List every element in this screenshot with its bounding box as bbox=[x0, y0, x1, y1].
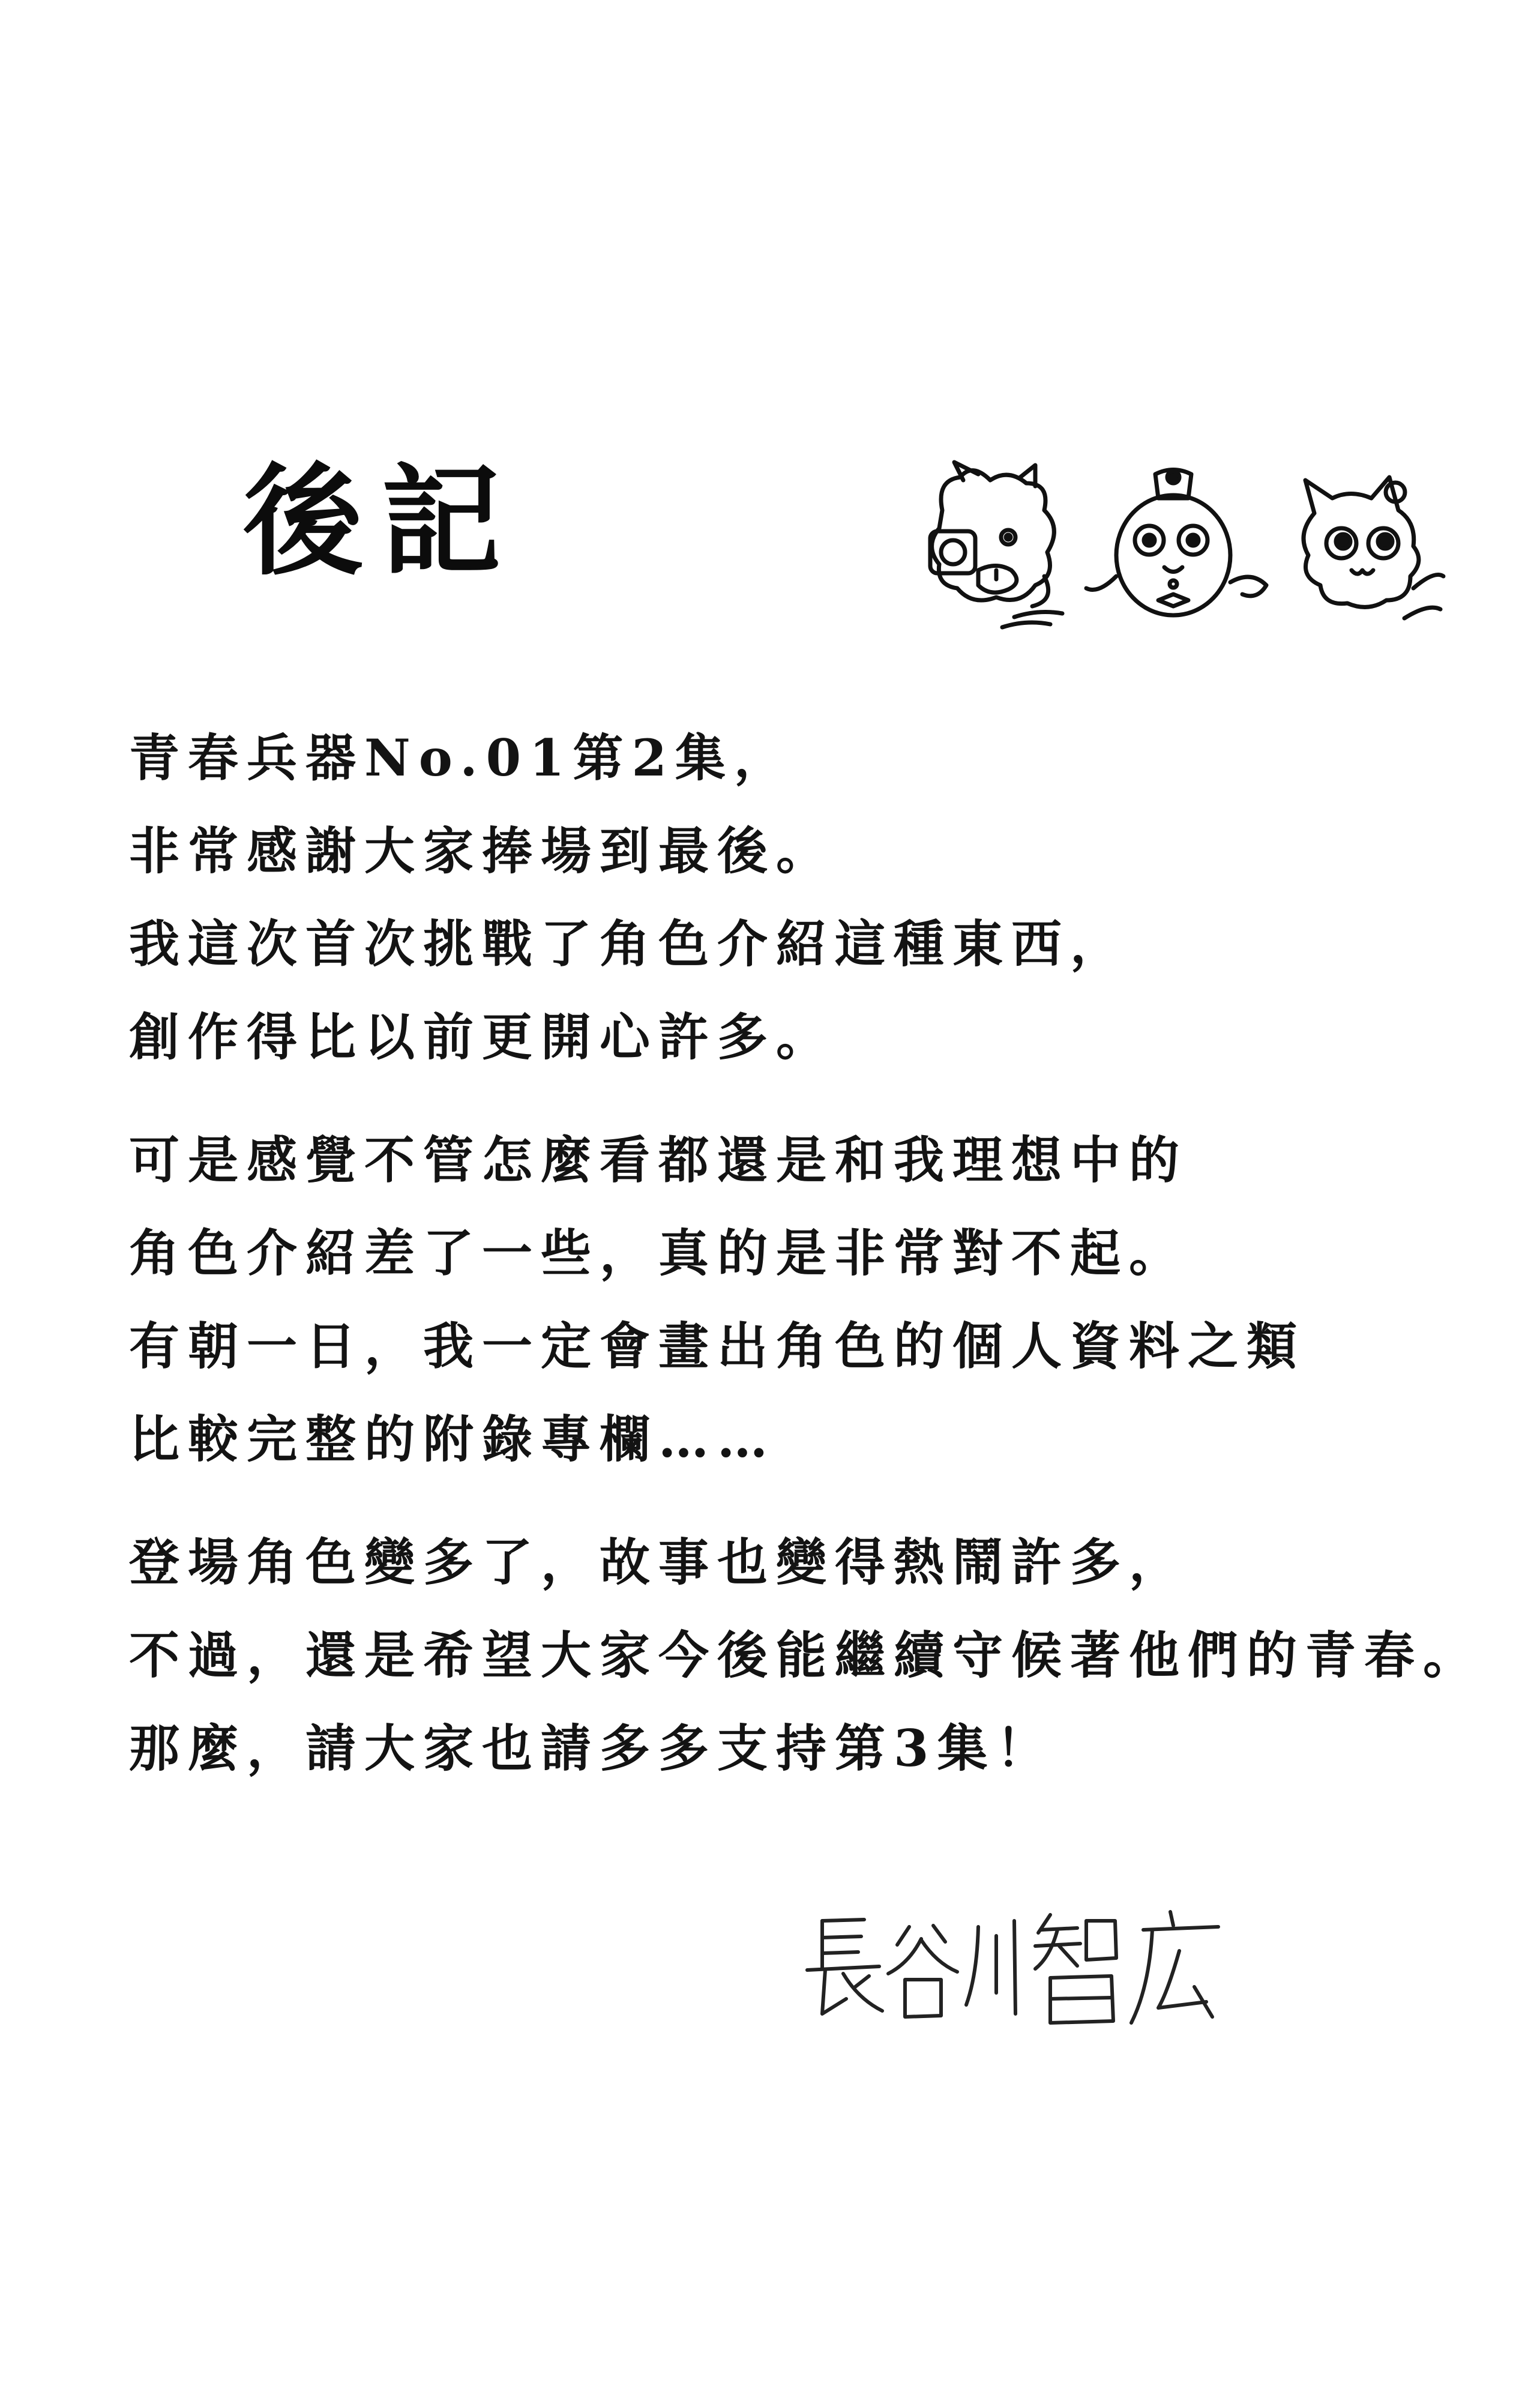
text-line: 可是感覺不管怎麼看都還是和我理想中的 bbox=[129, 1130, 1188, 1190]
text-line: 不過，還是希望大家今後能繼續守候著他們的青春。 bbox=[129, 1625, 1482, 1685]
text-line: 創作得比以前更開心許多。 bbox=[129, 1007, 835, 1067]
text-line: 登場角色變多了，故事也變得熱鬧許多， bbox=[129, 1532, 1188, 1592]
text-line: 我這次首次挑戰了角色介紹這種東西， bbox=[129, 914, 1129, 974]
fluffy-cat-doodle bbox=[1304, 477, 1443, 618]
fluffy-creature-doodle bbox=[930, 462, 1062, 627]
paragraph-2 bbox=[129, 1113, 1509, 1486]
text-line: 角色介紹差了一些，真的是非常對不起。 bbox=[129, 1223, 1188, 1283]
text-line: 比較完整的附錄專欄…… bbox=[129, 1409, 777, 1469]
afterword-body bbox=[129, 711, 1509, 1825]
text-line: 那麼，請大家也請多多支持第3集！ bbox=[129, 1719, 1055, 1778]
afterword-title: 後記 bbox=[243, 452, 520, 592]
paragraph-3 bbox=[129, 1516, 1509, 1795]
text-line: 非常感謝大家捧場到最後。 bbox=[129, 821, 835, 881]
character-doodles bbox=[906, 456, 1446, 636]
text-line: 有朝一日，我一定會畫出角色的個人資料之類 bbox=[129, 1316, 1306, 1376]
paragraph-1 bbox=[129, 711, 1509, 1083]
text-line: 青春兵器No.01第2集， bbox=[129, 728, 793, 788]
round-robot-doodle bbox=[1086, 470, 1266, 616]
author-signature bbox=[798, 1903, 1230, 2035]
